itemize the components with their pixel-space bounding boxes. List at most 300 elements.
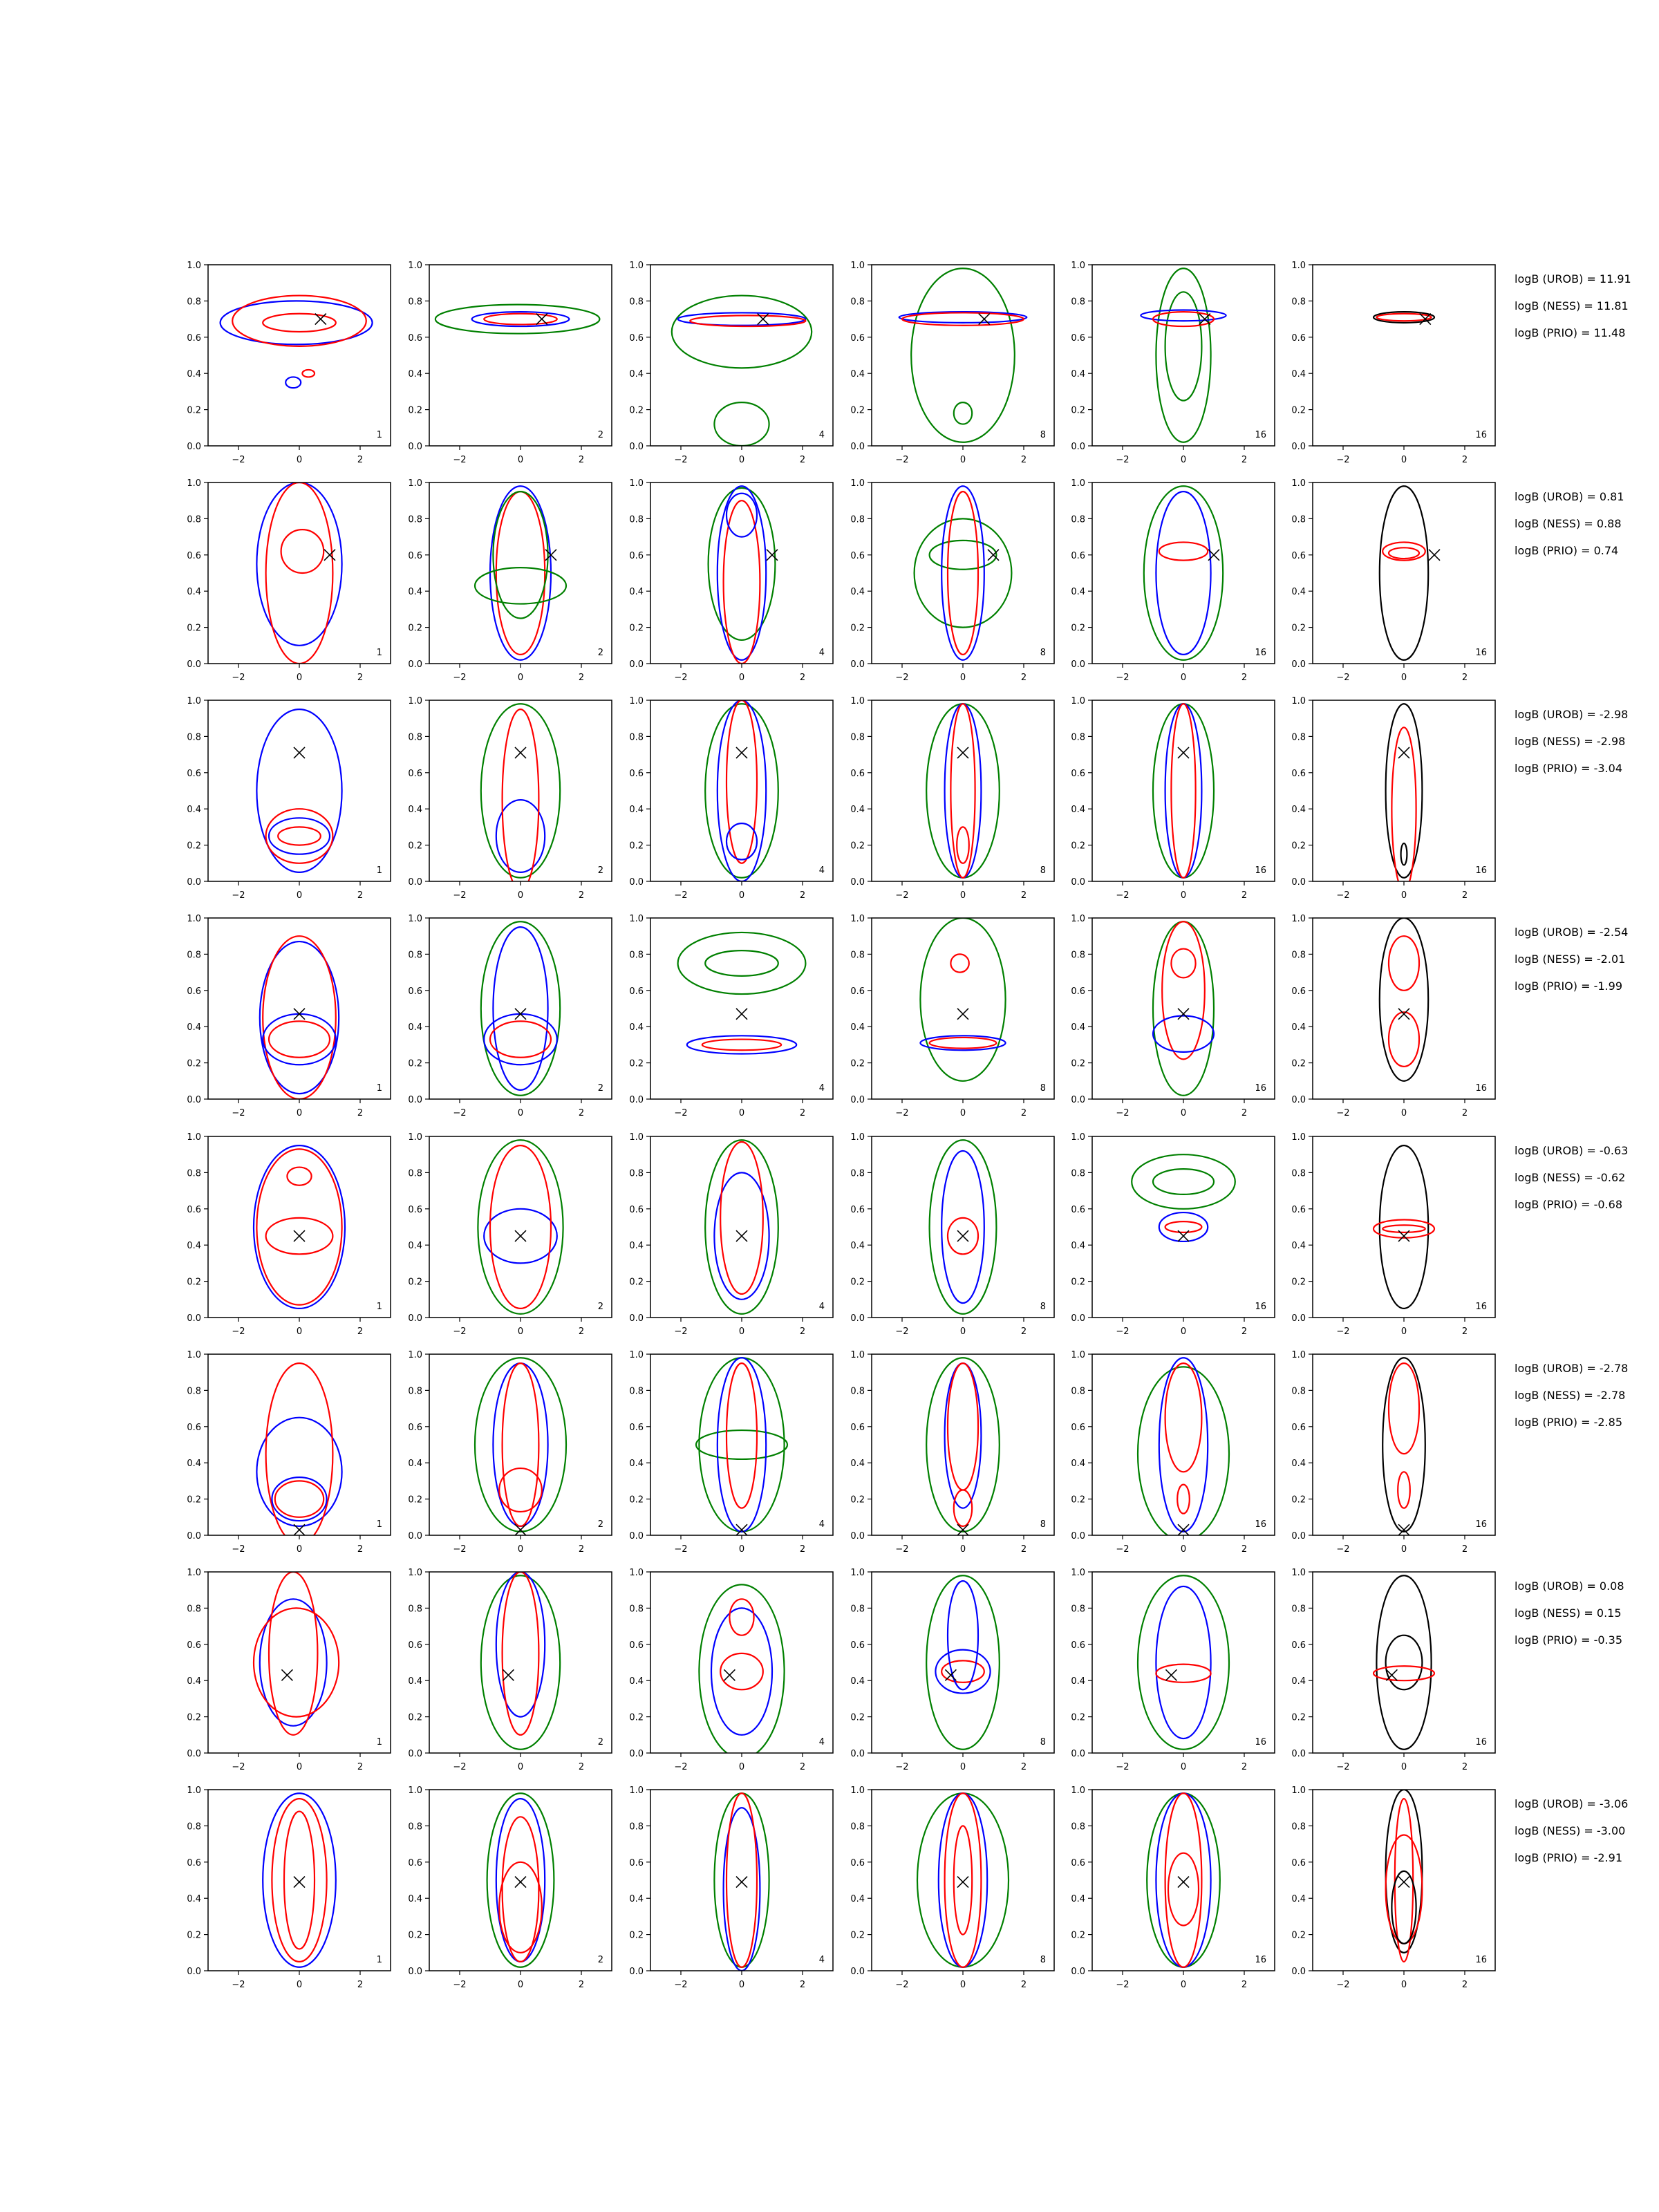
y-tick-label: 0.2 — [1291, 1277, 1306, 1288]
y-tick-label: 0.2 — [629, 1494, 644, 1506]
y-tick-label: 0.2 — [1291, 1058, 1306, 1069]
x-tick-label: 0 — [1400, 1327, 1407, 1337]
truth-marker — [1429, 550, 1440, 561]
logb-annotations — [1515, 272, 1631, 1864]
y-tick-label: 0.2 — [629, 623, 644, 634]
x-tick-label: −2 — [895, 1544, 909, 1555]
panel — [1291, 1785, 1495, 1990]
logb-value: logB (UROB) = -2.78 — [1515, 1362, 1629, 1375]
y-tick-label: 0.0 — [629, 1531, 644, 1541]
contour-blue — [939, 1793, 987, 1967]
y-tick-label: 0.4 — [629, 1459, 644, 1470]
y-tick-label: 0.6 — [187, 768, 201, 779]
panel-label: 16 — [1255, 1083, 1266, 1094]
panel — [187, 261, 391, 465]
panel — [1291, 914, 1495, 1118]
y-tick-label: 1.0 — [408, 261, 422, 271]
contour-red — [945, 1793, 982, 1967]
y-tick-label: 0.4 — [408, 1241, 422, 1252]
x-tick-label: −2 — [232, 1108, 245, 1118]
panel — [1071, 696, 1275, 901]
axes-frame — [1313, 265, 1495, 446]
y-tick-label: 0.0 — [629, 1095, 644, 1105]
y-tick-label: 0.0 — [1291, 1749, 1306, 1759]
y-tick-label: 0.2 — [850, 623, 865, 634]
contour-red — [1389, 1012, 1419, 1067]
contour-red — [941, 1660, 984, 1682]
contour-green — [911, 268, 1015, 442]
x-tick-label: 0 — [1400, 1762, 1407, 1772]
contour-red — [496, 491, 545, 655]
y-tick-label: 1.0 — [1291, 914, 1306, 924]
y-tick-label: 0.0 — [408, 1967, 422, 1977]
y-tick-label: 0.4 — [187, 1894, 201, 1905]
logb-value: logB (UROB) = -2.54 — [1515, 926, 1629, 939]
y-tick-label: 1.0 — [850, 1132, 865, 1143]
x-tick-label: −2 — [674, 1327, 688, 1337]
y-tick-label: 0.8 — [408, 732, 422, 743]
x-tick-label: 2 — [357, 1980, 364, 1990]
y-tick-label: 0.6 — [1071, 1204, 1085, 1215]
y-tick-label: 0.8 — [187, 1168, 201, 1179]
panel — [1071, 1568, 1275, 1772]
panel-label: 16 — [1255, 1737, 1266, 1747]
y-tick-label: 0.0 — [1291, 1313, 1306, 1324]
y-tick-label: 0.8 — [187, 514, 201, 525]
logb-value: logB (PRIO) = -1.99 — [1515, 980, 1622, 993]
x-tick-label: 0 — [1180, 455, 1187, 465]
y-tick-label: 0.2 — [850, 1494, 865, 1506]
y-tick-label: 1.0 — [629, 696, 644, 706]
y-tick-label: 0.2 — [1071, 841, 1085, 852]
x-tick-label: 2 — [357, 1762, 364, 1772]
contour-blue — [718, 1358, 766, 1532]
y-tick-label: 0.8 — [187, 1386, 201, 1397]
y-tick-label: 1.0 — [629, 1132, 644, 1143]
y-tick-label: 0.8 — [629, 732, 644, 743]
contour-group — [930, 1140, 997, 1314]
contour-red — [948, 1363, 978, 1490]
y-tick-label: 1.0 — [850, 261, 865, 271]
y-tick-label: 0.4 — [187, 587, 201, 598]
logb-value: logB (PRIO) = -2.85 — [1515, 1416, 1622, 1429]
panel — [850, 1785, 1054, 1990]
axes-frame — [1092, 1572, 1275, 1753]
y-tick-label: 0.8 — [408, 1168, 422, 1179]
contour-blue — [254, 1145, 345, 1309]
y-tick-label: 0.8 — [1291, 1821, 1306, 1833]
panel-label: 2 — [597, 1519, 603, 1530]
x-tick-label: 2 — [357, 1544, 364, 1555]
x-tick-label: 2 — [1020, 1108, 1027, 1118]
x-tick-label: −2 — [1336, 455, 1350, 465]
y-tick-label: 0.2 — [1071, 1712, 1085, 1723]
x-tick-label: −2 — [453, 1108, 467, 1118]
y-tick-label: 0.8 — [1071, 1604, 1085, 1615]
y-tick-label: 0.0 — [629, 877, 644, 888]
axes-frame — [208, 265, 391, 446]
x-tick-label: −2 — [895, 1327, 909, 1337]
x-tick-label: 0 — [738, 673, 745, 683]
y-tick-label: 0.6 — [1291, 1857, 1306, 1868]
x-tick-label: −2 — [1336, 1544, 1350, 1555]
contour-green — [475, 1358, 566, 1532]
contour-red — [1398, 1472, 1410, 1508]
axes-frame — [208, 918, 391, 1099]
axes-frame — [429, 1136, 612, 1318]
y-tick-label: 0.4 — [1291, 805, 1306, 816]
y-tick-label: 0.0 — [850, 877, 865, 888]
x-tick-label: −2 — [453, 1980, 467, 1990]
y-tick-label: 0.6 — [629, 986, 644, 997]
panel — [1071, 261, 1275, 465]
y-tick-label: 0.0 — [408, 1095, 422, 1105]
panel-label: 2 — [597, 648, 603, 658]
panel-label: 2 — [597, 430, 603, 440]
axes-frame — [429, 700, 612, 881]
axes-frame — [429, 482, 612, 664]
contour-red — [287, 1168, 311, 1185]
y-tick-label: 0.6 — [629, 550, 644, 561]
contour-blue — [256, 482, 341, 646]
y-tick-label: 0.8 — [408, 1604, 422, 1615]
contour-red — [302, 370, 315, 377]
y-tick-label: 0.8 — [408, 1821, 422, 1833]
panel — [629, 1132, 833, 1337]
y-tick-label: 0.8 — [850, 950, 865, 961]
y-tick-label: 0.4 — [408, 1459, 422, 1470]
contour-green — [1138, 1367, 1229, 1541]
x-tick-label: 0 — [1400, 890, 1407, 901]
x-tick-label: −2 — [232, 1327, 245, 1337]
contour-green — [481, 1575, 560, 1750]
logb-value: logB (NESS) = -3.00 — [1515, 1824, 1626, 1837]
y-tick-label: 0.4 — [1071, 1676, 1085, 1687]
x-tick-label: −2 — [453, 673, 467, 683]
x-tick-label: 2 — [799, 673, 806, 683]
truth-marker — [515, 747, 526, 758]
x-tick-label: 2 — [1241, 1544, 1248, 1555]
axes-frame — [208, 1572, 391, 1753]
x-tick-label: −2 — [232, 673, 245, 683]
panel-label: 4 — [818, 430, 825, 440]
axes-frame — [650, 1790, 833, 1971]
y-tick-label: 0.0 — [1071, 1749, 1085, 1759]
y-tick-label: 1.0 — [629, 1350, 644, 1360]
x-tick-label: −2 — [1336, 890, 1350, 901]
contour-green — [1165, 292, 1202, 400]
axes-frame — [872, 918, 1054, 1099]
y-tick-label: 0.0 — [408, 1531, 422, 1541]
y-tick-label: 0.2 — [1291, 1712, 1306, 1723]
panel-label: 16 — [1255, 1302, 1266, 1312]
y-tick-label: 0.6 — [408, 1640, 422, 1651]
x-tick-label: 0 — [1400, 1544, 1407, 1555]
contour-group — [926, 704, 1000, 878]
y-tick-label: 0.0 — [850, 659, 865, 670]
truth-marker — [1398, 1009, 1409, 1020]
y-tick-label: 0.6 — [187, 332, 201, 344]
panel — [629, 696, 833, 901]
contour-red — [950, 954, 968, 972]
x-tick-label: −2 — [1116, 1762, 1130, 1772]
x-tick-label: 0 — [517, 1327, 524, 1337]
x-tick-label: −2 — [674, 1762, 688, 1772]
contour-green — [920, 918, 1005, 1081]
contour-green — [926, 704, 1000, 878]
y-tick-label: 0.6 — [1291, 1422, 1306, 1433]
y-tick-label: 0.4 — [629, 1676, 644, 1687]
x-tick-label: 2 — [357, 673, 364, 683]
axes-frame — [872, 265, 1054, 446]
x-tick-label: 0 — [296, 1762, 303, 1772]
y-tick-label: 0.8 — [850, 732, 865, 743]
y-tick-label: 0.6 — [187, 1857, 201, 1868]
contour-green — [481, 704, 560, 878]
y-tick-label: 0.0 — [187, 1749, 201, 1759]
contour-group — [920, 918, 1005, 1081]
contour-blue — [490, 486, 551, 660]
panel — [1071, 478, 1275, 683]
contour-red — [1165, 1363, 1202, 1472]
y-tick-label: 0.0 — [187, 659, 201, 670]
contour-red — [1382, 1225, 1425, 1232]
axes-frame — [208, 1136, 391, 1318]
panel-grid — [187, 261, 1495, 1990]
contour-red — [275, 1481, 324, 1517]
x-tick-label: 0 — [517, 890, 524, 901]
y-tick-label: 0.4 — [187, 1676, 201, 1687]
y-tick-label: 0.4 — [1291, 1676, 1306, 1687]
y-tick-label: 1.0 — [408, 478, 422, 489]
x-tick-label: 0 — [959, 455, 966, 465]
contour-green — [917, 1793, 1009, 1967]
x-tick-label: 2 — [1020, 1762, 1027, 1772]
y-tick-label: 1.0 — [629, 478, 644, 489]
y-tick-label: 0.4 — [850, 1241, 865, 1252]
x-tick-label: 0 — [1180, 890, 1187, 901]
y-tick-label: 0.2 — [1291, 1930, 1306, 1941]
x-tick-label: −2 — [674, 455, 688, 465]
contour-green — [915, 518, 1012, 627]
panel-label: 8 — [1040, 1519, 1046, 1530]
contour-red — [727, 1363, 757, 1508]
y-tick-label: 0.8 — [1071, 732, 1085, 743]
contour-red — [1374, 1666, 1434, 1680]
y-tick-label: 0.6 — [1071, 1640, 1085, 1651]
y-tick-label: 0.4 — [408, 587, 422, 598]
x-tick-label: 0 — [738, 1327, 745, 1337]
y-tick-label: 0.8 — [629, 950, 644, 961]
axes-frame — [872, 482, 1054, 664]
y-tick-label: 0.8 — [408, 297, 422, 308]
logb-value: logB (NESS) = 0.15 — [1515, 1606, 1622, 1620]
y-tick-label: 0.4 — [1071, 587, 1085, 598]
y-tick-label: 0.4 — [408, 1894, 422, 1905]
x-tick-label: 0 — [738, 455, 745, 465]
y-tick-label: 0.8 — [187, 297, 201, 308]
y-tick-label: 0.6 — [629, 768, 644, 779]
contour-green — [1156, 268, 1210, 442]
axes-frame — [1313, 482, 1495, 664]
panel-label: 1 — [376, 865, 382, 876]
y-tick-label: 0.4 — [408, 1022, 422, 1033]
y-tick-label: 0.4 — [1071, 369, 1085, 380]
y-tick-label: 1.0 — [1071, 478, 1085, 489]
contour-blue — [1153, 1015, 1214, 1051]
contour-red — [490, 1145, 551, 1309]
logb-value: logB (PRIO) = 11.48 — [1515, 326, 1626, 339]
contour-group — [481, 921, 560, 1096]
contour-black — [1380, 486, 1428, 660]
panel-label: 16 — [1255, 865, 1266, 876]
y-tick-label: 0.8 — [1291, 514, 1306, 525]
logb-value: logB (UROB) = -2.98 — [1515, 708, 1629, 721]
y-tick-label: 0.6 — [408, 768, 422, 779]
y-tick-label: 0.8 — [408, 1386, 422, 1397]
contour-red — [720, 1653, 763, 1689]
panel-label: 4 — [818, 1519, 825, 1530]
x-tick-label: 2 — [578, 890, 585, 901]
x-tick-label: 0 — [1180, 1980, 1187, 1990]
logb-value: logB (PRIO) = -3.04 — [1515, 762, 1622, 775]
y-tick-label: 0.4 — [629, 1022, 644, 1033]
x-tick-label: 0 — [296, 890, 303, 901]
y-tick-label: 0.0 — [629, 1749, 644, 1759]
y-tick-label: 0.2 — [1071, 1277, 1085, 1288]
x-tick-label: 2 — [799, 455, 806, 465]
contour-red — [263, 936, 336, 1099]
y-tick-label: 0.2 — [1071, 623, 1085, 634]
y-tick-label: 0.8 — [1291, 950, 1306, 961]
y-tick-label: 0.4 — [1291, 1894, 1306, 1905]
contour-group — [899, 268, 1027, 442]
y-tick-label: 0.4 — [629, 1894, 644, 1905]
y-tick-label: 0.6 — [408, 332, 422, 344]
y-tick-label: 0.0 — [187, 1313, 201, 1324]
panel-label: 8 — [1040, 1737, 1046, 1747]
y-tick-label: 1.0 — [1071, 1568, 1085, 1578]
y-tick-label: 0.8 — [1291, 297, 1306, 308]
truth-marker — [724, 1669, 735, 1680]
x-tick-label: 2 — [1461, 455, 1468, 465]
x-tick-label: −2 — [1336, 1108, 1350, 1118]
contour-blue — [1159, 1212, 1208, 1241]
contour-group — [926, 1575, 1000, 1750]
y-tick-label: 1.0 — [1291, 478, 1306, 489]
y-tick-label: 0.6 — [629, 1640, 644, 1651]
axes-frame — [1313, 1572, 1495, 1753]
truth-marker — [294, 1230, 305, 1241]
y-tick-label: 0.2 — [1291, 405, 1306, 416]
panel — [850, 261, 1054, 465]
truth-marker — [515, 1230, 526, 1241]
y-tick-label: 0.6 — [1291, 550, 1306, 561]
contour-red — [278, 827, 321, 845]
x-tick-label: 0 — [959, 890, 966, 901]
y-tick-label: 0.4 — [850, 1022, 865, 1033]
contour-red — [1171, 704, 1195, 878]
contour-red — [1156, 1665, 1210, 1683]
y-tick-label: 0.8 — [1291, 1604, 1306, 1615]
y-tick-label: 0.4 — [629, 587, 644, 598]
contour-blue — [941, 1151, 984, 1303]
y-tick-label: 1.0 — [629, 914, 644, 924]
contour-group — [1386, 704, 1423, 890]
x-tick-label: −2 — [1116, 1327, 1130, 1337]
contour-red — [1171, 949, 1195, 978]
y-tick-label: 0.0 — [408, 659, 422, 670]
y-tick-label: 0.6 — [187, 1204, 201, 1215]
y-tick-label: 0.6 — [1291, 768, 1306, 779]
x-tick-label: 0 — [517, 1544, 524, 1555]
y-tick-label: 0.0 — [1071, 1095, 1085, 1105]
y-tick-label: 0.2 — [629, 1930, 644, 1941]
y-tick-label: 1.0 — [850, 1568, 865, 1578]
y-tick-label: 0.2 — [187, 405, 201, 416]
y-tick-label: 1.0 — [850, 1785, 865, 1796]
panel-label: 8 — [1040, 1955, 1046, 1965]
panel — [1291, 1132, 1495, 1337]
y-tick-label: 0.0 — [850, 1749, 865, 1759]
y-tick-label: 0.2 — [187, 623, 201, 634]
panel — [408, 1785, 612, 1990]
contour-group — [1144, 486, 1223, 660]
contour-green — [672, 296, 812, 368]
x-tick-label: −2 — [232, 1980, 245, 1990]
contour-group — [481, 704, 560, 890]
panel-label: 8 — [1040, 1083, 1046, 1094]
contour-group — [1138, 1358, 1229, 1541]
contour-group — [1138, 1575, 1229, 1750]
y-tick-label: 0.0 — [187, 1095, 201, 1105]
y-tick-label: 1.0 — [408, 1350, 422, 1360]
panel-label: 4 — [818, 1302, 825, 1312]
y-tick-label: 0.4 — [629, 805, 644, 816]
y-tick-label: 0.8 — [187, 1821, 201, 1833]
contour-red — [1386, 1835, 1423, 1944]
x-tick-label: 0 — [738, 1980, 745, 1990]
contour-blue — [285, 377, 301, 388]
x-tick-label: 0 — [1180, 1108, 1187, 1118]
y-tick-label: 0.4 — [1071, 1022, 1085, 1033]
y-tick-label: 0.2 — [408, 1494, 422, 1506]
y-tick-label: 0.4 — [1071, 1241, 1085, 1252]
x-tick-label: 2 — [1020, 1544, 1027, 1555]
x-tick-label: −2 — [453, 890, 467, 901]
panel-label: 4 — [818, 1083, 825, 1094]
x-tick-label: 2 — [1020, 673, 1027, 683]
y-tick-label: 1.0 — [187, 914, 201, 924]
panel — [1291, 696, 1495, 901]
y-tick-label: 0.8 — [1291, 1168, 1306, 1179]
contour-group — [1382, 1358, 1425, 1532]
contour-red — [1165, 1793, 1202, 1967]
y-tick-label: 0.6 — [1071, 1857, 1085, 1868]
x-tick-label: 0 — [296, 1327, 303, 1337]
y-tick-label: 0.4 — [1291, 369, 1306, 380]
y-tick-label: 0.4 — [187, 369, 201, 380]
axes-frame — [429, 1354, 612, 1535]
y-tick-label: 1.0 — [1071, 696, 1085, 706]
y-tick-label: 0.0 — [1291, 1095, 1306, 1105]
contour-black — [1382, 1358, 1425, 1532]
y-tick-label: 0.6 — [187, 550, 201, 561]
panel-label: 4 — [818, 1955, 825, 1965]
y-tick-label: 0.0 — [850, 442, 865, 452]
x-tick-label: 0 — [517, 455, 524, 465]
axes-frame — [1092, 482, 1275, 664]
